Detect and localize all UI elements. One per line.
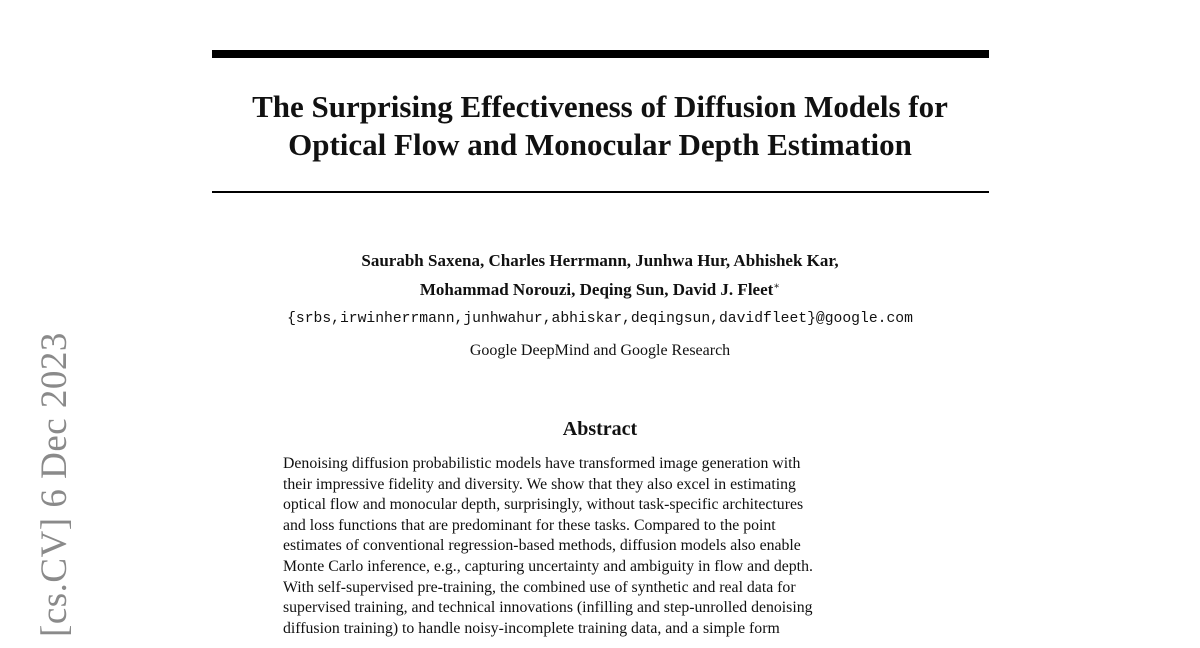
abstract-body	[283, 454, 923, 639]
author-emails: {srbs,irwinherrmann,junhwahur,abhiskar,deqingsun,davidfleet}@google.com	[287, 311, 913, 327]
title-top-rule	[212, 50, 989, 58]
authors-line-2	[200, 274, 1000, 303]
title-bottom-rule	[212, 191, 989, 193]
abstract-heading: Abstract	[562, 418, 638, 440]
title-line-1: The Surprising Effectiveness of Diffusion Models for	[252, 89, 948, 124]
arxiv-side-stamp: [cs.CV] 6 Dec 2023	[34, 332, 75, 637]
abstract-line: Denoising diffusion probabilistic models have transformed image generation with	[283, 455, 801, 472]
abstract-line: and loss functions that are predominant for these tasks. Compared to the point	[283, 516, 776, 534]
abstract-line: diffusion training) to handle noisy-incomplete training data, and a simple form	[283, 619, 780, 637]
abstract-line: estimates of conventional regression-based methods, diffusion models also enable	[283, 537, 801, 555]
abstract-line: Monte Carlo inference, e.g., capturing uncertainty and ambiguity in flow and depth.	[283, 557, 813, 575]
author-list	[200, 248, 1000, 303]
authors-line-2-text: Mohammad Norouzi, Deqing Sun, David J. Fleet	[419, 280, 774, 299]
abstract-line: optical flow and monocular depth, surprisingly, without task-specific architectures	[283, 496, 804, 514]
footnote-mark: ∗	[773, 281, 781, 292]
affiliation: Google DeepMind and Google Research	[469, 342, 731, 359]
abstract-line: With self-supervised pre-training, the combined use of synthetic and real data for	[283, 578, 796, 596]
authors-line-1: Saurabh Saxena, Charles Herrmann, Junhwa Hur, Abhishek Kar,	[361, 251, 839, 270]
paper-title	[150, 88, 1050, 164]
title-line-2: Optical Flow and Monocular Depth Estimation	[288, 127, 912, 162]
abstract-line: supervised training, and technical innovations (infilling and step-unrolled denoising	[283, 599, 813, 617]
abstract-line: their impressive fidelity and diversity. We show that they also excel in estimating	[283, 475, 796, 493]
